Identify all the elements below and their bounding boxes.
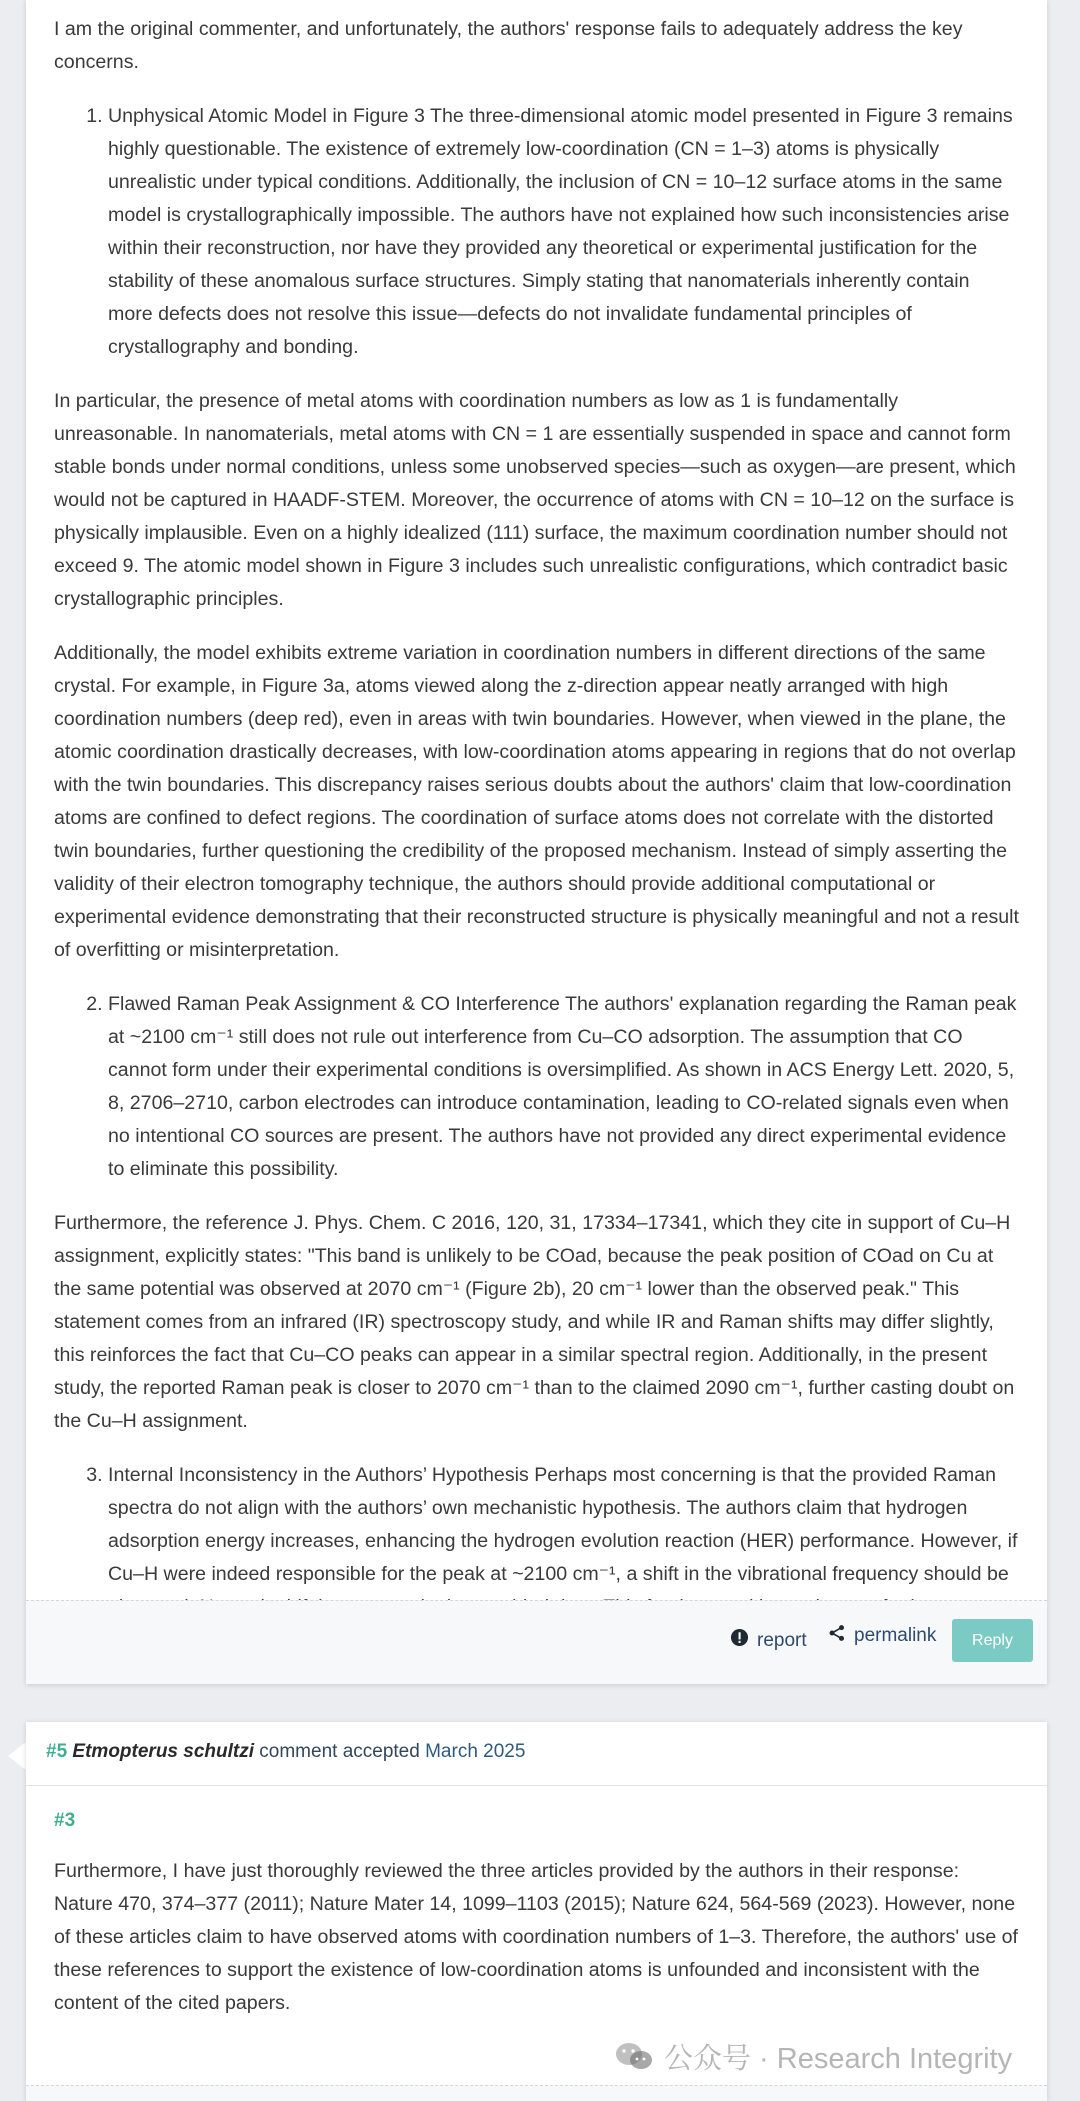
watermark (614, 2036, 1012, 2077)
comment-card (26, 0, 1047, 1684)
point-2: 2. Flawed Raman Peak Assignment & CO Interference The authors' explanation regarding the Raman peak at ~2100 cm⁻¹ still does not rule out interference from Cu–CO adsorption. The assumption that CO cannot form under their experimental conditions is oversimplified. As shown in ACS Energy Lett. 2020, 5, 8, 2706–2710, carbon electrodes can introduce contamination, leading to CO-related signals even when no intentional CO sources are present. The authors have not provided any direct experimental evidence to eliminate this possibility. (108, 988, 1019, 1186)
comment-author: Etmopterus schultzi (72, 1741, 254, 1762)
report-link[interactable] (730, 1628, 807, 1653)
comment-number[interactable]: #5 (46, 1741, 68, 1762)
point-1: 1. Unphysical Atomic Model in Figure 3 The three-dimensional atomic model presented in Figure 3 remains highly questionable. The existence of extremely low-coordination (CN = 1–3) atoms is physically unrealistic under typical conditions. Additionally, the inclusion of CN = 10–12 surface atoms in the same model is crystallographically impossible. The authors have not explained how such inconsistencies arise within their reconstruction, nor have they provided any theoretical or experimental justification for the stability of these anomalous surface structures. Simply stating that nanomaterials inherently contain more defects does not resolve this issue—defects do not invalidate fundamental principles of crystallography and bonding. (108, 100, 1019, 364)
report-label: report (757, 1629, 807, 1651)
comment-footer (26, 2085, 1047, 2101)
reference-tag[interactable]: #3 (54, 1810, 76, 1831)
numbered-point (54, 988, 1019, 1186)
comment-paragraph: Additionally, the model exhibits extreme variation in coordination numbers in different directions of the same crystal. For example, in Figure 3a, atoms viewed along the z-direction appear neatly arranged with high coordination numbers (deep red), even in areas with twin boundaries. However, when viewed in the plane, the atomic coordination drastically decreases, with low-coordination atoms appearing in regions that do not overlap with the twin boundaries. This discrepancy raises serious doubts about the authors' claim that low-coordination atoms are confined to defect regions. The coordination of surface atoms does not correlate with the distorted twin boundaries, further questioning the credibility of the proposed mechanism. Instead of simply asserting the validity of their electron tomography technique, the authors should provide additional computational or experimental evidence demonstrating that their reconstructed structure is physically meaningful and not a result of overfitting or misinterpretation. (54, 642, 1019, 961)
comment-header (26, 1722, 1047, 1786)
reply-button[interactable]: Reply (952, 1619, 1033, 1662)
share-icon (828, 1624, 846, 1648)
exclamation-circle-icon (730, 1628, 749, 1653)
comment-body (26, 0, 1047, 1657)
comment-paragraph: Furthermore, I have just thoroughly reviewed the three articles provided by the authors in their response: Nature 470, 374–377 (2011); Nature Mater 14, 1099–1103 (2015); Nature 624, 564-569 (2023). However, none of these articles claim to have observed atoms with coordination numbers of 1–3. Therefore, the authors' use of these references to support the existence of low-coordination atoms is unfounded and inconsistent with the content of the cited papers. (54, 1860, 1018, 2014)
comment-footer (26, 1600, 1047, 1684)
speech-arrow (8, 1742, 26, 1770)
comment-paragraph: Furthermore, the reference J. Phys. Chem. C 2016, 120, 31, 17334–17341, which they cite in support of Cu–H assignment, explicitly states: "This band is unlikely to be COad, because the peak position of COad on Cu at the same potential was observed at 2070 cm⁻¹ (Figure 2b), 20 cm⁻¹ lower than the observed peak." This statement comes from an infrared (IR) spectroscopy study, and while IR and Raman shifts may differ slightly, this reinforces the fact that Cu–CO peaks can appear in a similar spectral region. Additionally, in the present study, the reported Raman peak is closer to 2070 cm⁻¹ than to the claimed 2090 cm⁻¹, further casting doubt on the Cu–H assignment. (54, 1212, 1015, 1432)
comment-status: comment accepted (259, 1741, 420, 1762)
comment-body (26, 1832, 1047, 2020)
numbered-point (54, 100, 1019, 364)
watermark-text: 公众号 · Research Integrity (664, 2043, 1013, 2075)
wechat-icon (614, 2040, 654, 2074)
point-3: 3. Internal Inconsistency in the Authors’ Hypothesis Perhaps most concerning is that the provided Raman spectra do not align with the authors’ own mechanistic hypothesis. The authors claim that hydrogen adsorption energy increases, enhancing the hydrogen evolution reaction (HER) performance. However, if Cu–H were indeed responsible for the peak at ~2100 cm⁻¹, a shift in the vibrational frequency should be (108, 1459, 1019, 1657)
comment-intro: I am the original commenter, and unfortunately, the authors' response fails to adequately address the key concerns. (54, 18, 963, 73)
comment-paragraph: In particular, the presence of metal atoms with coordination numbers as low as 1 is fundamentally unreasonable. In nanomaterials, metal atoms with CN = 1 are essentially suspended in space and cannot form stable bonds under normal conditions, unless some unobserved species—such as oxygen—are present, which would not be captured in HAADF-STEM. Moreover, the occurrence of atoms with CN = 10–12 on the surface is physically implausible. Even on a highly idealized (111) surface, the maximum coordination number should not exceed 9. The atomic model shown in Figure 3 includes such unrealistic configurations, which contradict basic crystallographic principles. (54, 390, 1016, 610)
comment-date: March 2025 (425, 1741, 526, 1762)
permalink-link[interactable] (828, 1624, 936, 1648)
permalink-label: permalink (854, 1625, 937, 1646)
